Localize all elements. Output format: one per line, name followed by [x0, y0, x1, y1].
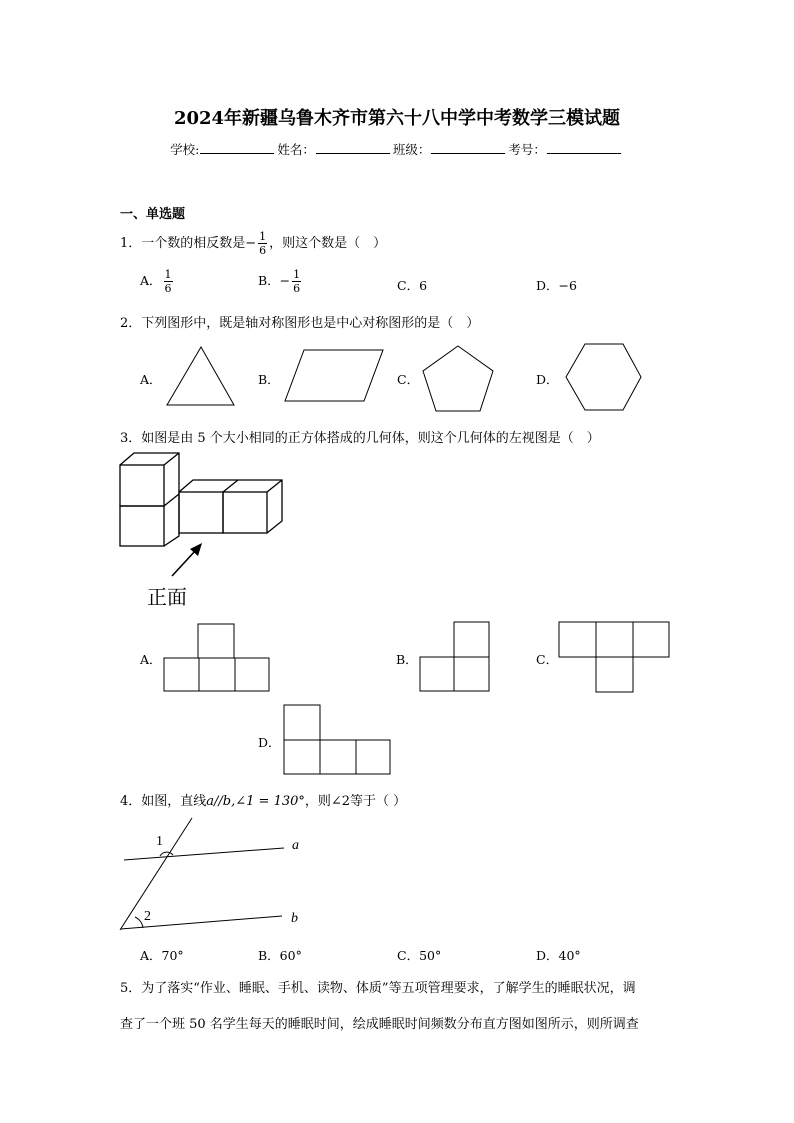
q3-option-d-figure: [282, 704, 392, 777]
option-label: A．: [140, 273, 162, 288]
q3-option-b-label[interactable]: B．: [396, 652, 418, 667]
line-a-label: a: [292, 838, 299, 853]
question-3-stem: 3．如图是由 5 个大小相同的正方体搭成的几何体，则这个几何体的左视图是（ ）: [120, 431, 600, 446]
q4-option-b[interactable]: B．60°: [258, 948, 302, 963]
q1-stem-tail: ，则这个数是（ ）: [269, 236, 387, 251]
angle-2-label: 2: [144, 909, 151, 924]
fraction-denominator: 6: [259, 244, 267, 257]
school-blank[interactable]: [200, 141, 274, 154]
question-1-stem: [120, 230, 386, 257]
name-label: 姓名：: [277, 142, 315, 157]
question-5-line-2: 查了一个班 50 名学生每天的睡眠时间，绘成睡眠时间频数分布直方图如图所示，则所调查: [120, 1017, 639, 1032]
number-blank[interactable]: [547, 141, 621, 154]
q1-option-b-fraction: [292, 268, 301, 295]
cube-stack-figure: [118, 450, 290, 582]
triangle-figure: [164, 345, 236, 407]
q1-option-b[interactable]: [258, 268, 303, 295]
fraction-numerator: 1: [259, 230, 267, 243]
q3-option-a-label[interactable]: A．: [140, 652, 162, 667]
fraction-numerator: 1: [164, 268, 172, 281]
student-info-line: [0, 140, 794, 158]
q4-math-expression: a//b,∠1 = 130°: [206, 794, 305, 809]
q2-option-a-label[interactable]: A．: [140, 372, 162, 387]
name-blank[interactable]: [316, 141, 390, 154]
q1-stem-text: 1．一个数的相反数是−: [120, 236, 257, 251]
q3-option-c-label[interactable]: C．: [536, 652, 559, 667]
question-5-line-1: 5．为了落实“作业、睡眠、手机、读物、体质”等五项管理要求，了解学生的睡眠状况，调: [120, 981, 636, 996]
angle-1-label: 1: [156, 834, 163, 849]
question-4-stem: [120, 790, 406, 809]
class-label: 班级：: [392, 142, 431, 157]
question-2-stem: 2．下列图形中，既是轴对称图形也是中心对称图形的是（ ）: [120, 316, 480, 331]
q4-option-c[interactable]: C．50°: [397, 948, 442, 963]
q4-option-a[interactable]: A．70°: [140, 948, 184, 963]
class-blank[interactable]: [431, 141, 505, 154]
q1-option-d[interactable]: D．−6: [536, 278, 577, 293]
q2-option-d-label[interactable]: D．: [536, 372, 559, 387]
pentagon-figure: [420, 344, 496, 414]
line-b-label: b: [291, 911, 298, 926]
parallelogram-figure: [284, 348, 386, 404]
q3-option-d-label[interactable]: D．: [258, 735, 281, 750]
fraction-numerator: 1: [293, 268, 301, 281]
number-label: 考号：: [508, 142, 546, 157]
option-label: B．−: [258, 273, 291, 288]
q4-stem-text: 4．如图，直线: [120, 794, 207, 809]
page-title: 2024年新疆乌鲁木齐市第六十八中学中考数学三模试题: [173, 108, 621, 129]
q3-option-c-figure: [558, 621, 672, 695]
hexagon-figure: [564, 342, 644, 412]
q1-fraction: [258, 230, 267, 257]
q4-stem-tail: ，则∠2等于（ ）: [304, 794, 407, 809]
section-heading: 一、单选题: [120, 207, 186, 222]
fraction-denominator: 6: [293, 282, 301, 295]
q1-option-a-fraction: [164, 268, 173, 295]
q4-option-d[interactable]: D．40°: [536, 948, 581, 963]
q1-option-a[interactable]: [140, 268, 175, 295]
parallel-lines-figure: [118, 814, 318, 936]
q3-option-b-figure: [419, 621, 493, 694]
fraction-denominator: 6: [164, 282, 172, 295]
q2-option-c-label[interactable]: C．: [397, 372, 420, 387]
front-view-label: 正面: [147, 585, 187, 609]
q3-option-a-figure: [163, 622, 271, 694]
school-label: 学校:: [170, 142, 200, 157]
q1-option-c[interactable]: C．6: [397, 278, 428, 293]
q2-option-b-label[interactable]: B．: [258, 372, 280, 387]
